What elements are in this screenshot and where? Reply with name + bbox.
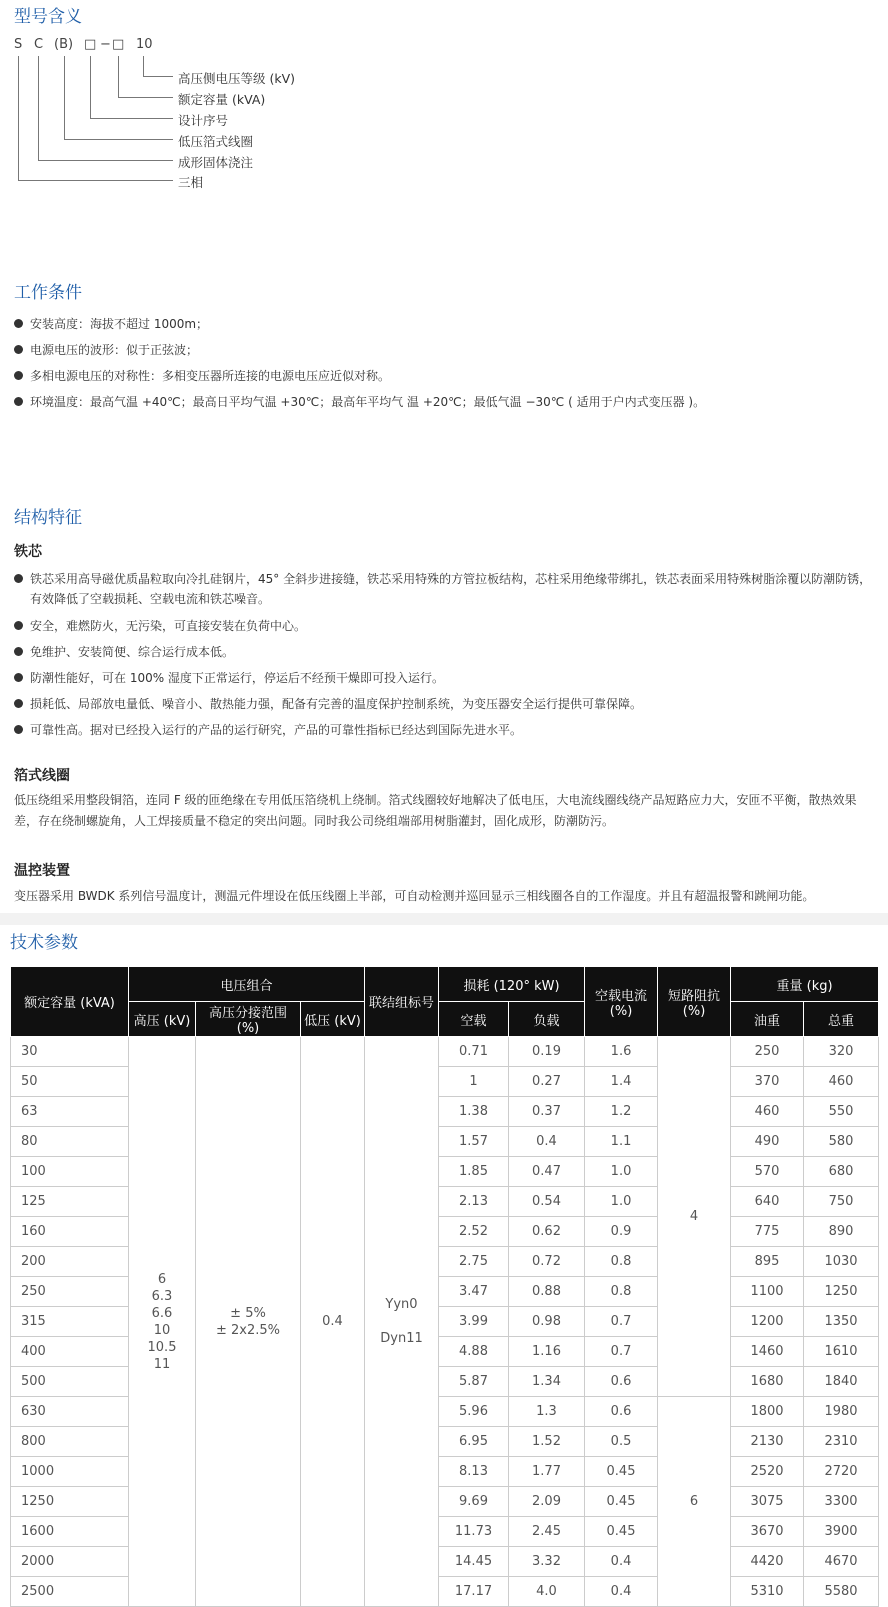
cell-total-weight: 890: [804, 1217, 879, 1247]
cell-load-loss: 0.47: [509, 1157, 585, 1187]
table-row: [11, 1037, 879, 1067]
cell-noload-loss: 0.71: [439, 1037, 509, 1067]
conditions-section-title: 工作条件: [14, 283, 82, 303]
cell-noload-loss: 1.38: [439, 1097, 509, 1127]
cell-noload-loss: 3.99: [439, 1307, 509, 1337]
cell-capacity: 200: [11, 1247, 129, 1277]
header-lv: 低压 (kV): [301, 1002, 365, 1037]
cell-noload-loss: 1: [439, 1067, 509, 1097]
cell-load-loss: 0.19: [509, 1037, 585, 1067]
hv-value: 6.6: [151, 1305, 173, 1321]
cell-oil-weight: 1680: [731, 1367, 804, 1397]
cell-noload-current: 1.0: [585, 1157, 658, 1187]
cell-oil-weight: 570: [731, 1157, 804, 1187]
cell-noload-current: 1.1: [585, 1127, 658, 1157]
legend-lv-foil: 低压箔式线圈: [178, 134, 254, 149]
temp-paragraph: 变压器采用 BWDK 系列信号温度计，测温元件埋设在低压线圈上半部，可自动检测并巡回显示三相线圈各自的工作湿度。并且有超温报警和跳闸功能。: [14, 889, 815, 903]
cell-noload-current: 0.45: [585, 1487, 658, 1517]
legend-three-phase: 三相: [178, 175, 204, 190]
cell-oil-weight: 895: [731, 1247, 804, 1277]
cell-noload-loss: 3.47: [439, 1277, 509, 1307]
core-feature-maintenance: 免维护、安装简便、综合运行成本低。: [14, 642, 234, 662]
cell-total-weight: 750: [804, 1187, 879, 1217]
cell-oil-weight: 3075: [731, 1487, 804, 1517]
cell-oil-weight: 2130: [731, 1427, 804, 1457]
cell-oil-weight: 370: [731, 1067, 804, 1097]
cell-total-weight: 4670: [804, 1547, 879, 1577]
cell-capacity: 63: [11, 1097, 129, 1127]
section-divider: [0, 913, 888, 925]
cell-noload-current: 0.45: [585, 1517, 658, 1547]
cell-noload-loss: 11.73: [439, 1517, 509, 1547]
cell-noload-current: 0.8: [585, 1247, 658, 1277]
foil-subtitle: 箔式线圈: [14, 768, 70, 784]
code-letter-s: S: [14, 37, 23, 52]
cell-total-weight: 1030: [804, 1247, 879, 1277]
cell-capacity: 400: [11, 1337, 129, 1367]
cell-capacity: 30: [11, 1037, 129, 1067]
cell-oil-weight: 2520: [731, 1457, 804, 1487]
cell-noload-current: 0.4: [585, 1577, 658, 1607]
header-noload-current: 空载电流 (%): [585, 967, 658, 1037]
legend-hv-voltage: 高压侧电压等级 (kV): [178, 71, 296, 86]
cell-total-weight: 320: [804, 1037, 879, 1067]
cell-noload-loss: 1.57: [439, 1127, 509, 1157]
cell-capacity: 125: [11, 1187, 129, 1217]
code-capacity-box: □: [112, 37, 125, 52]
model-section-title: 型号含义: [14, 7, 82, 27]
legend-cast-resin: 成形固体浇注: [178, 155, 254, 170]
cell-total-weight: 3300: [804, 1487, 879, 1517]
cell-total-weight: 460: [804, 1067, 879, 1097]
hv-value: 6.3: [151, 1288, 173, 1304]
legend-design-no: 设计序号: [178, 113, 229, 128]
cell-load-loss: 0.62: [509, 1217, 585, 1247]
cell-capacity: 800: [11, 1427, 129, 1457]
cell-oil-weight: 1800: [731, 1397, 804, 1427]
cell-total-weight: 2720: [804, 1457, 879, 1487]
cell-load-loss: 0.98: [509, 1307, 585, 1337]
cell-impedance-4: 4: [658, 1037, 731, 1397]
cell-noload-loss: 2.75: [439, 1247, 509, 1277]
cell-noload-current: 0.8: [585, 1277, 658, 1307]
cell-total-weight: 1350: [804, 1307, 879, 1337]
cell-noload-loss: 8.13: [439, 1457, 509, 1487]
cell-noload-current: 0.7: [585, 1337, 658, 1367]
cell-noload-loss: 14.45: [439, 1547, 509, 1577]
cell-load-loss: 2.09: [509, 1487, 585, 1517]
cell-noload-current: 0.4: [585, 1547, 658, 1577]
legend-capacity: 额定容量 (kVA): [178, 92, 266, 107]
cell-load-loss: 4.0: [509, 1577, 585, 1607]
cell-noload-loss: 4.88: [439, 1337, 509, 1367]
structure-section-title: 结构特征: [14, 508, 82, 528]
cell-noload-loss: 9.69: [439, 1487, 509, 1517]
cell-total-weight: 2310: [804, 1427, 879, 1457]
cell-noload-current: 1.6: [585, 1037, 658, 1067]
cell-capacity: 2500: [11, 1577, 129, 1607]
cell-load-loss: 1.52: [509, 1427, 585, 1457]
tap-value: ± 2x2.5%: [215, 1322, 281, 1338]
cell-noload-current: 0.45: [585, 1457, 658, 1487]
cell-capacity: 1250: [11, 1487, 129, 1517]
cell-total-weight: 550: [804, 1097, 879, 1127]
core-subtitle: 铁芯: [14, 544, 42, 560]
cell-capacity: 2000: [11, 1547, 129, 1577]
core-feature-loss: 损耗低、局部放电量低、噪音小、散热能力强，配备有完善的温度保护控制系统，为变压器安全运行提供可靠保障。: [14, 694, 642, 714]
hv-value: 10: [153, 1322, 171, 1338]
hv-value: 10.5: [147, 1339, 177, 1355]
header-hv: 高压 (kV): [129, 1002, 196, 1037]
cell-noload-current: 1.4: [585, 1067, 658, 1097]
cell-capacity: 50: [11, 1067, 129, 1097]
cell-load-loss: 1.77: [509, 1457, 585, 1487]
cell-oil-weight: 250: [731, 1037, 804, 1067]
cell-impedance-6: 6: [658, 1397, 731, 1607]
cell-noload-current: 1.2: [585, 1097, 658, 1127]
cell-noload-loss: 2.13: [439, 1187, 509, 1217]
hv-value: 6: [157, 1271, 167, 1287]
code-letter-b: (B): [54, 37, 74, 52]
code-voltage: 10: [136, 37, 153, 52]
condition-altitude: 安装高度：海拔不超过 1000m；: [14, 314, 208, 334]
cell-capacity: 250: [11, 1277, 129, 1307]
cell-oil-weight: 1200: [731, 1307, 804, 1337]
cell-hv-values: [129, 1037, 196, 1607]
cell-noload-current: 0.6: [585, 1367, 658, 1397]
cell-noload-loss: 5.96: [439, 1397, 509, 1427]
cell-noload-current: 1.0: [585, 1187, 658, 1217]
cell-load-loss: 0.88: [509, 1277, 585, 1307]
cell-noload-current: 0.7: [585, 1307, 658, 1337]
core-feature-moisture: 防潮性能好，可在 100% 湿度下正常运行，停运后不经预干燥即可投入运行。: [14, 668, 444, 688]
header-noload-loss: 空载: [439, 1002, 509, 1037]
cell-noload-loss: 1.85: [439, 1157, 509, 1187]
cell-tap-range: [196, 1037, 301, 1607]
cell-total-weight: 1610: [804, 1337, 879, 1367]
cell-load-loss: 0.72: [509, 1247, 585, 1277]
cell-load-loss: 1.16: [509, 1337, 585, 1367]
foil-paragraph: 低压绕组采用整段铜箔，连同 F 级的匝绝缘在专用低压箔绕机上绕制。箔式线圈较好地解决了低电压，大电流线圈线绕产品短路应力大，安匝不平衡，散热效果差，存在绕制螺旋角，人工焊接质量不稳定的突出问题。同时我公司绕组端部用树脂灌封，固化成形，防潮防污。: [14, 793, 857, 828]
cell-load-loss: 0.37: [509, 1097, 585, 1127]
core-feature-material: 铁芯采用高导磁优质晶粒取向冷扎硅钢片，45° 全斜步进接缝，铁芯采用特殊的方管拉板结构，芯柱采用绝缘带绑扎，铁芯表面采用特殊树脂涂覆以防潮防锈，有效降低了空载损耗、空载电流和铁芯噪音。: [14, 569, 874, 609]
cell-load-loss: 3.32: [509, 1547, 585, 1577]
header-impedance: 短路阻抗 (%): [658, 967, 731, 1037]
cell-noload-loss: 17.17: [439, 1577, 509, 1607]
cell-load-loss: 0.4: [509, 1127, 585, 1157]
cell-oil-weight: 490: [731, 1127, 804, 1157]
header-total-weight: 总重: [804, 1002, 879, 1037]
code-dash: −: [100, 37, 111, 52]
header-weight: 重量 (kg): [731, 967, 879, 1002]
cell-capacity: 500: [11, 1367, 129, 1397]
cell-total-weight: 1840: [804, 1367, 879, 1397]
cell-total-weight: 1250: [804, 1277, 879, 1307]
cell-capacity: 1000: [11, 1457, 129, 1487]
condition-symmetry: 多相电源电压的对称性：多相变压器所连接的电源电压应近似对称。: [14, 366, 390, 386]
tap-value: ± 5%: [230, 1305, 266, 1321]
core-feature-safety: 安全，难燃防火，无污染，可直接安装在负荷中心。: [14, 616, 306, 636]
cell-noload-current: 0.9: [585, 1217, 658, 1247]
header-tap: 高压分接范围 (%): [196, 1002, 301, 1037]
cell-noload-loss: 6.95: [439, 1427, 509, 1457]
cell-load-loss: 1.3: [509, 1397, 585, 1427]
code-design-box: □: [84, 37, 97, 52]
cell-oil-weight: 4420: [731, 1547, 804, 1577]
connection-value: Yyn0: [385, 1296, 418, 1312]
header-capacity: 额定容量 (kVA): [11, 967, 129, 1037]
cell-noload-current: 0.6: [585, 1397, 658, 1427]
header-oil-weight: 油重: [731, 1002, 804, 1037]
condition-temperature: 环境温度：最高气温 +40℃；最高日平均气温 +30℃；最高年平均气 温 +20℃；最低气温 −30℃ ( 适用于户内式变压器 )。: [14, 392, 705, 412]
cell-total-weight: 1980: [804, 1397, 879, 1427]
cell-load-loss: 0.27: [509, 1067, 585, 1097]
cell-oil-weight: 460: [731, 1097, 804, 1127]
header-connection: 联结组标号: [365, 967, 439, 1037]
cell-capacity: 315: [11, 1307, 129, 1337]
cell-oil-weight: 775: [731, 1217, 804, 1247]
cell-total-weight: 5580: [804, 1577, 879, 1607]
header-load-loss: 负载: [509, 1002, 585, 1037]
cell-capacity: 160: [11, 1217, 129, 1247]
cell-load-loss: 1.34: [509, 1367, 585, 1397]
cell-capacity: 630: [11, 1397, 129, 1427]
cell-total-weight: 680: [804, 1157, 879, 1187]
cell-oil-weight: 5310: [731, 1577, 804, 1607]
hv-value: 11: [153, 1356, 171, 1372]
cell-oil-weight: 640: [731, 1187, 804, 1217]
cell-oil-weight: 1100: [731, 1277, 804, 1307]
spec-table: [10, 966, 879, 1607]
cell-connection: [365, 1037, 439, 1607]
header-loss: 损耗 (120° kW): [439, 967, 585, 1002]
header-voltage-group: 电压组合: [129, 967, 365, 1002]
code-letter-c: C: [34, 37, 44, 52]
tech-section-title: 技术参数: [10, 933, 78, 953]
temp-subtitle: 温控装置: [14, 863, 70, 879]
condition-waveform: 电源电压的波形：似于正弦波；: [14, 340, 198, 360]
cell-noload-current: 0.5: [585, 1427, 658, 1457]
cell-noload-loss: 5.87: [439, 1367, 509, 1397]
cell-oil-weight: 3670: [731, 1517, 804, 1547]
cell-load-loss: 0.54: [509, 1187, 585, 1217]
core-feature-reliability: 可靠性高。据对已经投入运行的产品的运行研究，产品的可靠性指标已经达到国际先进水平。: [14, 720, 522, 740]
cell-total-weight: 3900: [804, 1517, 879, 1547]
cell-capacity: 80: [11, 1127, 129, 1157]
connection-value: Dyn11: [380, 1330, 423, 1346]
cell-noload-loss: 2.52: [439, 1217, 509, 1247]
cell-load-loss: 2.45: [509, 1517, 585, 1547]
cell-lv: 0.4: [301, 1037, 365, 1607]
cell-capacity: 100: [11, 1157, 129, 1187]
cell-capacity: 1600: [11, 1517, 129, 1547]
cell-oil-weight: 1460: [731, 1337, 804, 1367]
cell-total-weight: 580: [804, 1127, 879, 1157]
